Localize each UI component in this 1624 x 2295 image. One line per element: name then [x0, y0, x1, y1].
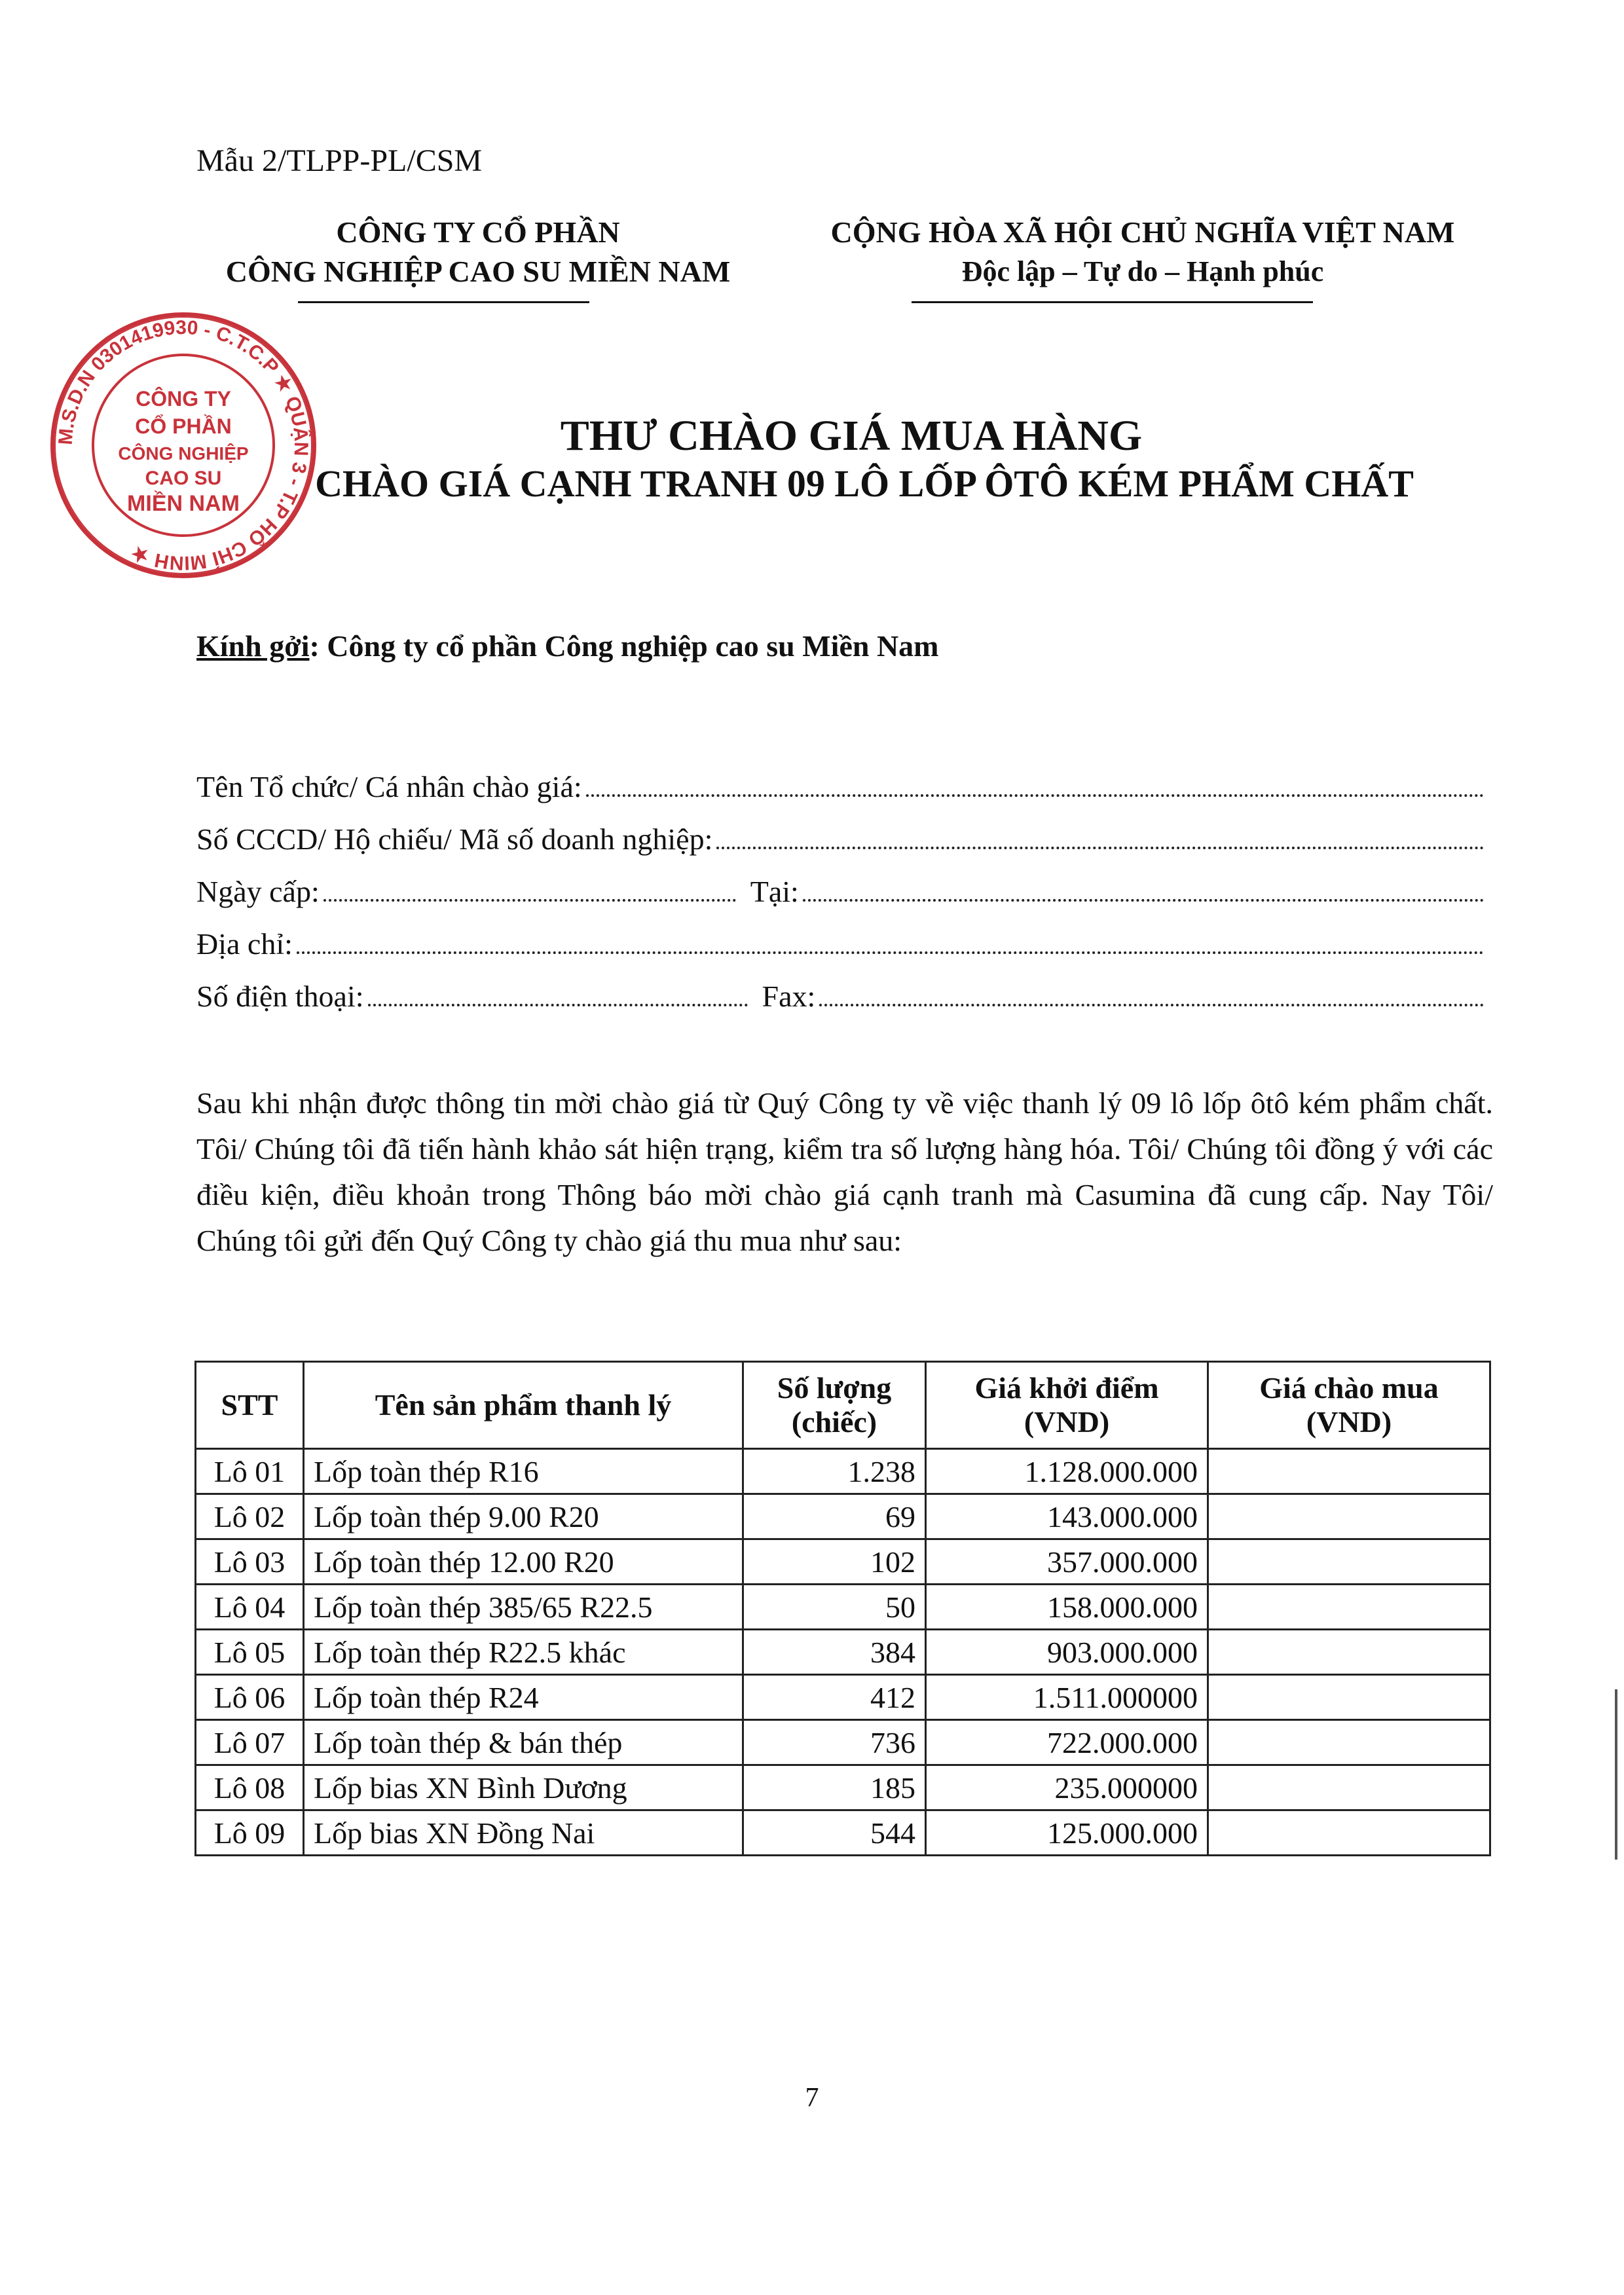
table-row [196, 1765, 1490, 1810]
table-row [196, 1585, 1490, 1630]
cell-offer-price[interactable] [1208, 1494, 1490, 1539]
issue-date-label: Ngày cấp: [196, 875, 320, 908]
cell-stt: Lô 02 [196, 1494, 304, 1539]
fax-blank[interactable] [819, 1003, 1484, 1006]
header-stt: STT [196, 1362, 304, 1449]
cell-stt: Lô 05 [196, 1630, 304, 1675]
cell-offer-price[interactable] [1208, 1675, 1490, 1720]
cell-quantity: 384 [743, 1630, 926, 1675]
header-offer-price-l1: Giá chào mua [1259, 1371, 1439, 1405]
cell-offer-price[interactable] [1208, 1810, 1490, 1856]
header-product-label: Tên sản phẩm thanh lý [375, 1388, 672, 1422]
svg-text:MIỀN NAM: MIỀN NAM [127, 491, 240, 516]
cell-quantity: 69 [743, 1494, 926, 1539]
header-product [304, 1362, 743, 1449]
cell-offer-price[interactable] [1208, 1449, 1490, 1494]
cell-quantity: 185 [743, 1765, 926, 1810]
company-line-1: CÔNG TY CỔ PHẦN [336, 215, 620, 249]
address-field[interactable] [196, 927, 1488, 964]
org-name-label: Tên Tổ chức/ Cá nhân chào giá: [196, 770, 582, 803]
cell-quantity: 50 [743, 1585, 926, 1630]
header-quantity [743, 1362, 926, 1449]
org-name-field[interactable] [196, 769, 1488, 807]
form-code: Mẫu 2/TLPP-PL/CSM [196, 143, 483, 178]
cell-stt: Lô 09 [196, 1810, 304, 1856]
table-row [196, 1494, 1490, 1539]
company-header [190, 213, 766, 291]
cell-offer-price[interactable] [1208, 1539, 1490, 1585]
cell-start-price: 235.000000 [926, 1765, 1208, 1810]
cell-quantity: 544 [743, 1810, 926, 1856]
header-start-price [926, 1362, 1208, 1449]
cell-stt: Lô 03 [196, 1539, 304, 1585]
issue-field[interactable] [196, 874, 1488, 912]
cell-product: Lốp bias XN Bình Dương [304, 1765, 743, 1810]
cell-offer-price[interactable] [1208, 1630, 1490, 1675]
cell-start-price: 1.511.000000 [926, 1675, 1208, 1720]
table-row [196, 1675, 1490, 1720]
body-paragraph: Sau khi nhận được thông tin mời chào giá từ Quý Công ty về việc thanh lý 09 lô lốp ôtô kém phẩm chất. Tôi/ Chúng tôi đã tiến hành khảo sát hiện trạng, kiểm tra số lượng hàng hóa. Tôi/ Chúng tôi đồng ý với các điều kiện, điều khoản trong Thông báo mời chào giá cạnh tranh mà Casumina đã cung cấp. Nay Tôi/ Chúng tôi gửi đến Quý Công ty chào giá thu mua như sau: [196, 1086, 1493, 1257]
cell-offer-price[interactable] [1208, 1585, 1490, 1630]
nation-underline [912, 301, 1313, 303]
address-label: Địa chỉ: [196, 927, 293, 961]
nation-line-1: CỘNG HÒA XÃ HỘI CHỦ NGHĨA VIỆT NAM [830, 215, 1455, 249]
header-start-price-l2: (VND) [1024, 1405, 1110, 1439]
header-quantity-l2: (chiếc) [791, 1405, 877, 1439]
liquidation-table [194, 1361, 1491, 1856]
phone-label: Số điện thoại: [196, 980, 364, 1013]
table-row [196, 1539, 1490, 1585]
cell-stt: Lô 07 [196, 1720, 304, 1765]
cell-product: Lốp toàn thép 12.00 R20 [304, 1539, 743, 1585]
table-header-row [196, 1362, 1490, 1449]
org-name-blank[interactable] [586, 794, 1484, 797]
header-quantity-l1: Số lượng [777, 1371, 892, 1405]
cell-start-price: 903.000.000 [926, 1630, 1208, 1675]
cell-stt: Lô 01 [196, 1449, 304, 1494]
cell-start-price: 722.000.000 [926, 1720, 1208, 1765]
scan-edge-mark [1615, 1689, 1617, 1860]
table-row [196, 1630, 1490, 1675]
header-start-price-l1: Giá khởi điểm [974, 1371, 1159, 1405]
id-number-field[interactable] [196, 822, 1488, 860]
id-number-label: Số CCCD/ Hộ chiếu/ Mã số doanh nghiệp: [196, 822, 713, 856]
cell-quantity: 1.238 [743, 1449, 926, 1494]
table-row [196, 1720, 1490, 1765]
cell-stt: Lô 06 [196, 1675, 304, 1720]
address-blank[interactable] [297, 951, 1484, 954]
contact-field[interactable] [196, 979, 1488, 1017]
cell-start-price: 143.000.000 [926, 1494, 1208, 1539]
cell-start-price: 158.000.000 [926, 1585, 1208, 1630]
table-row [196, 1810, 1490, 1856]
issue-date-blank[interactable] [323, 898, 736, 902]
svg-text:CAO SU: CAO SU [145, 468, 222, 489]
svg-text:CỔ PHẦN: CỔ PHẦN [135, 414, 232, 438]
svg-text:M.S.D.N 0301419930 - C.T.C.P ★: M.S.D.N 0301419930 - C.T.C.P ★ QUẬN 3 - T.P HỒ CHÍ MINH ★ [54, 316, 312, 574]
issue-place-blank[interactable] [803, 898, 1484, 902]
cell-product: Lốp toàn thép R16 [304, 1449, 743, 1494]
cell-stt: Lô 04 [196, 1585, 304, 1630]
company-underline [298, 301, 589, 303]
cell-stt: Lô 08 [196, 1765, 304, 1810]
header-offer-price-l2: (VND) [1306, 1405, 1392, 1439]
company-line-2: CÔNG NGHIỆP CAO SU MIỀN NAM [225, 255, 731, 288]
document-title: THƯ CHÀO GIÁ MUA HÀNG [560, 412, 1143, 460]
cell-quantity: 736 [743, 1720, 926, 1765]
header-offer-price [1208, 1362, 1490, 1449]
cell-product: Lốp toàn thép R22.5 khác [304, 1630, 743, 1675]
cell-quantity: 102 [743, 1539, 926, 1585]
cell-product: Lốp toàn thép 385/65 R22.5 [304, 1585, 743, 1630]
svg-text:CÔNG NGHIỆP: CÔNG NGHIỆP [118, 443, 249, 464]
cell-quantity: 412 [743, 1675, 926, 1720]
cell-product: Lốp bias XN Đồng Nai [304, 1810, 743, 1856]
nation-line-2: Độc lập – Tự do – Hạnh phúc [961, 255, 1324, 287]
greeting-label: Kính gởi [196, 629, 310, 663]
fax-label: Fax: [762, 980, 816, 1013]
cell-offer-price[interactable] [1208, 1765, 1490, 1810]
phone-blank[interactable] [368, 1003, 748, 1006]
cell-offer-price[interactable] [1208, 1720, 1490, 1765]
id-number-blank[interactable] [716, 846, 1484, 849]
nation-header [783, 213, 1503, 291]
cell-start-price: 357.000.000 [926, 1539, 1208, 1585]
greeting [196, 629, 938, 663]
page-number: 7 [805, 2083, 819, 2113]
cell-product: Lốp toàn thép R24 [304, 1675, 743, 1720]
cell-start-price: 125.000.000 [926, 1810, 1208, 1856]
svg-text:CÔNG TY: CÔNG TY [136, 387, 231, 411]
table-row [196, 1449, 1490, 1494]
greeting-recipient: : Công ty cổ phần Công nghiệp cao su Miền Nam [309, 629, 939, 663]
cell-product: Lốp toàn thép & bán thép [304, 1720, 743, 1765]
cell-start-price: 1.128.000.000 [926, 1449, 1208, 1494]
cell-product: Lốp toàn thép 9.00 R20 [304, 1494, 743, 1539]
document-subtitle: CHÀO GIÁ CẠNH TRANH 09 LÔ LỐP ÔTÔ KÉM PHẨM CHẤT [315, 462, 1414, 505]
issue-place-label: Tại: [750, 875, 799, 908]
